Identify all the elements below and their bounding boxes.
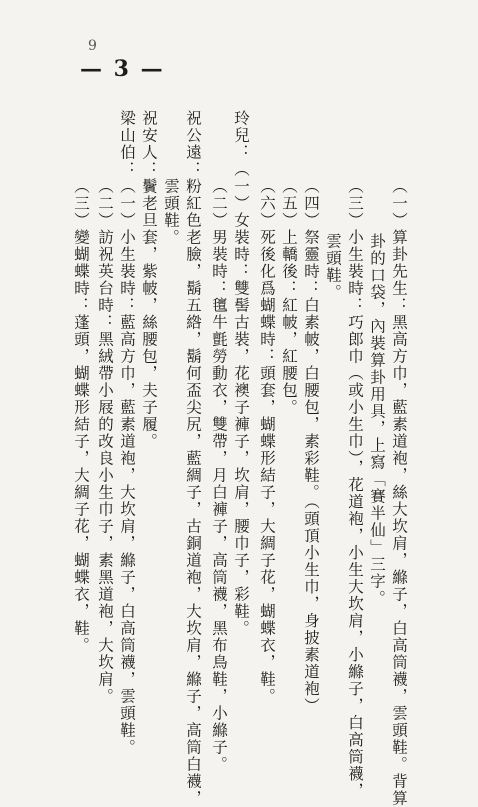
text-column: （三）小生裝時：巧郎巾（或小生巾），花道袍，小生大坎肩，小縧子，白高筒襪， — [346, 178, 365, 800]
text-column: 祝公遠：粉紅色老臉，鬍五綹，鬍何盃尖尻，藍綢子，古銅道袍，大坎肩，縧子，高筒白襪， — [184, 110, 203, 807]
page-number: — 3 — — [80, 56, 165, 82]
corner-mark: 9 — [88, 38, 97, 54]
text-column: （四）祭靈時：白素帔，白腰包，素彩鞋。（頭頂小生巾，身披素道袍） — [302, 178, 321, 715]
text-column: （五）上轎後：紅帔，紅腰包。 — [280, 178, 299, 416]
text-column: 梁山伯：（一）小生裝時：藍高方巾，藍素道袍，大坎肩，縧子，白高筒襪，雲頭鞋。 — [118, 110, 137, 756]
text-column: 玲兒：（一）女裝時：雙髻古裝，花襖子褲子，坎肩，腰巾子，彩鞋。 — [232, 110, 251, 637]
text-column: （三）變蝴蝶時：蓬頭，蝴蝶形結子，大綢子花，蝴蝶衣，鞋。 — [72, 178, 91, 654]
text-column: （一）算卦先生：黑高方巾，藍素道袍，絲大坎肩，縧子，白高筒襪，雲頭鞋。背算 — [390, 178, 409, 807]
text-column: （六）死後化爲蝴蝶時：頭套，蝴蝶形結子，大綢子花，蝴蝶衣，鞋。 — [258, 178, 277, 705]
text-column: （二）男裝時：氊牛氈勞動衣，雙帶，月白褲子，高筒襪，黑布鳥鞋，小縧子。 — [210, 178, 229, 773]
text-column: （二）訪祝英台時：黑絨帶小屐的改良小生巾子，素黑道袍，大坎肩。 — [96, 178, 115, 705]
text-column: 祝安人：鬢老旦套，紫帔，絲腰包，夫子履。 — [140, 110, 159, 450]
text-column: 卦的口袋，內裝算卦用具，上寫「賽半仙」三字。 — [368, 233, 387, 607]
text-column: 雲頭鞋。 — [162, 178, 181, 246]
text-column: 雲頭鞋。 — [324, 233, 343, 301]
